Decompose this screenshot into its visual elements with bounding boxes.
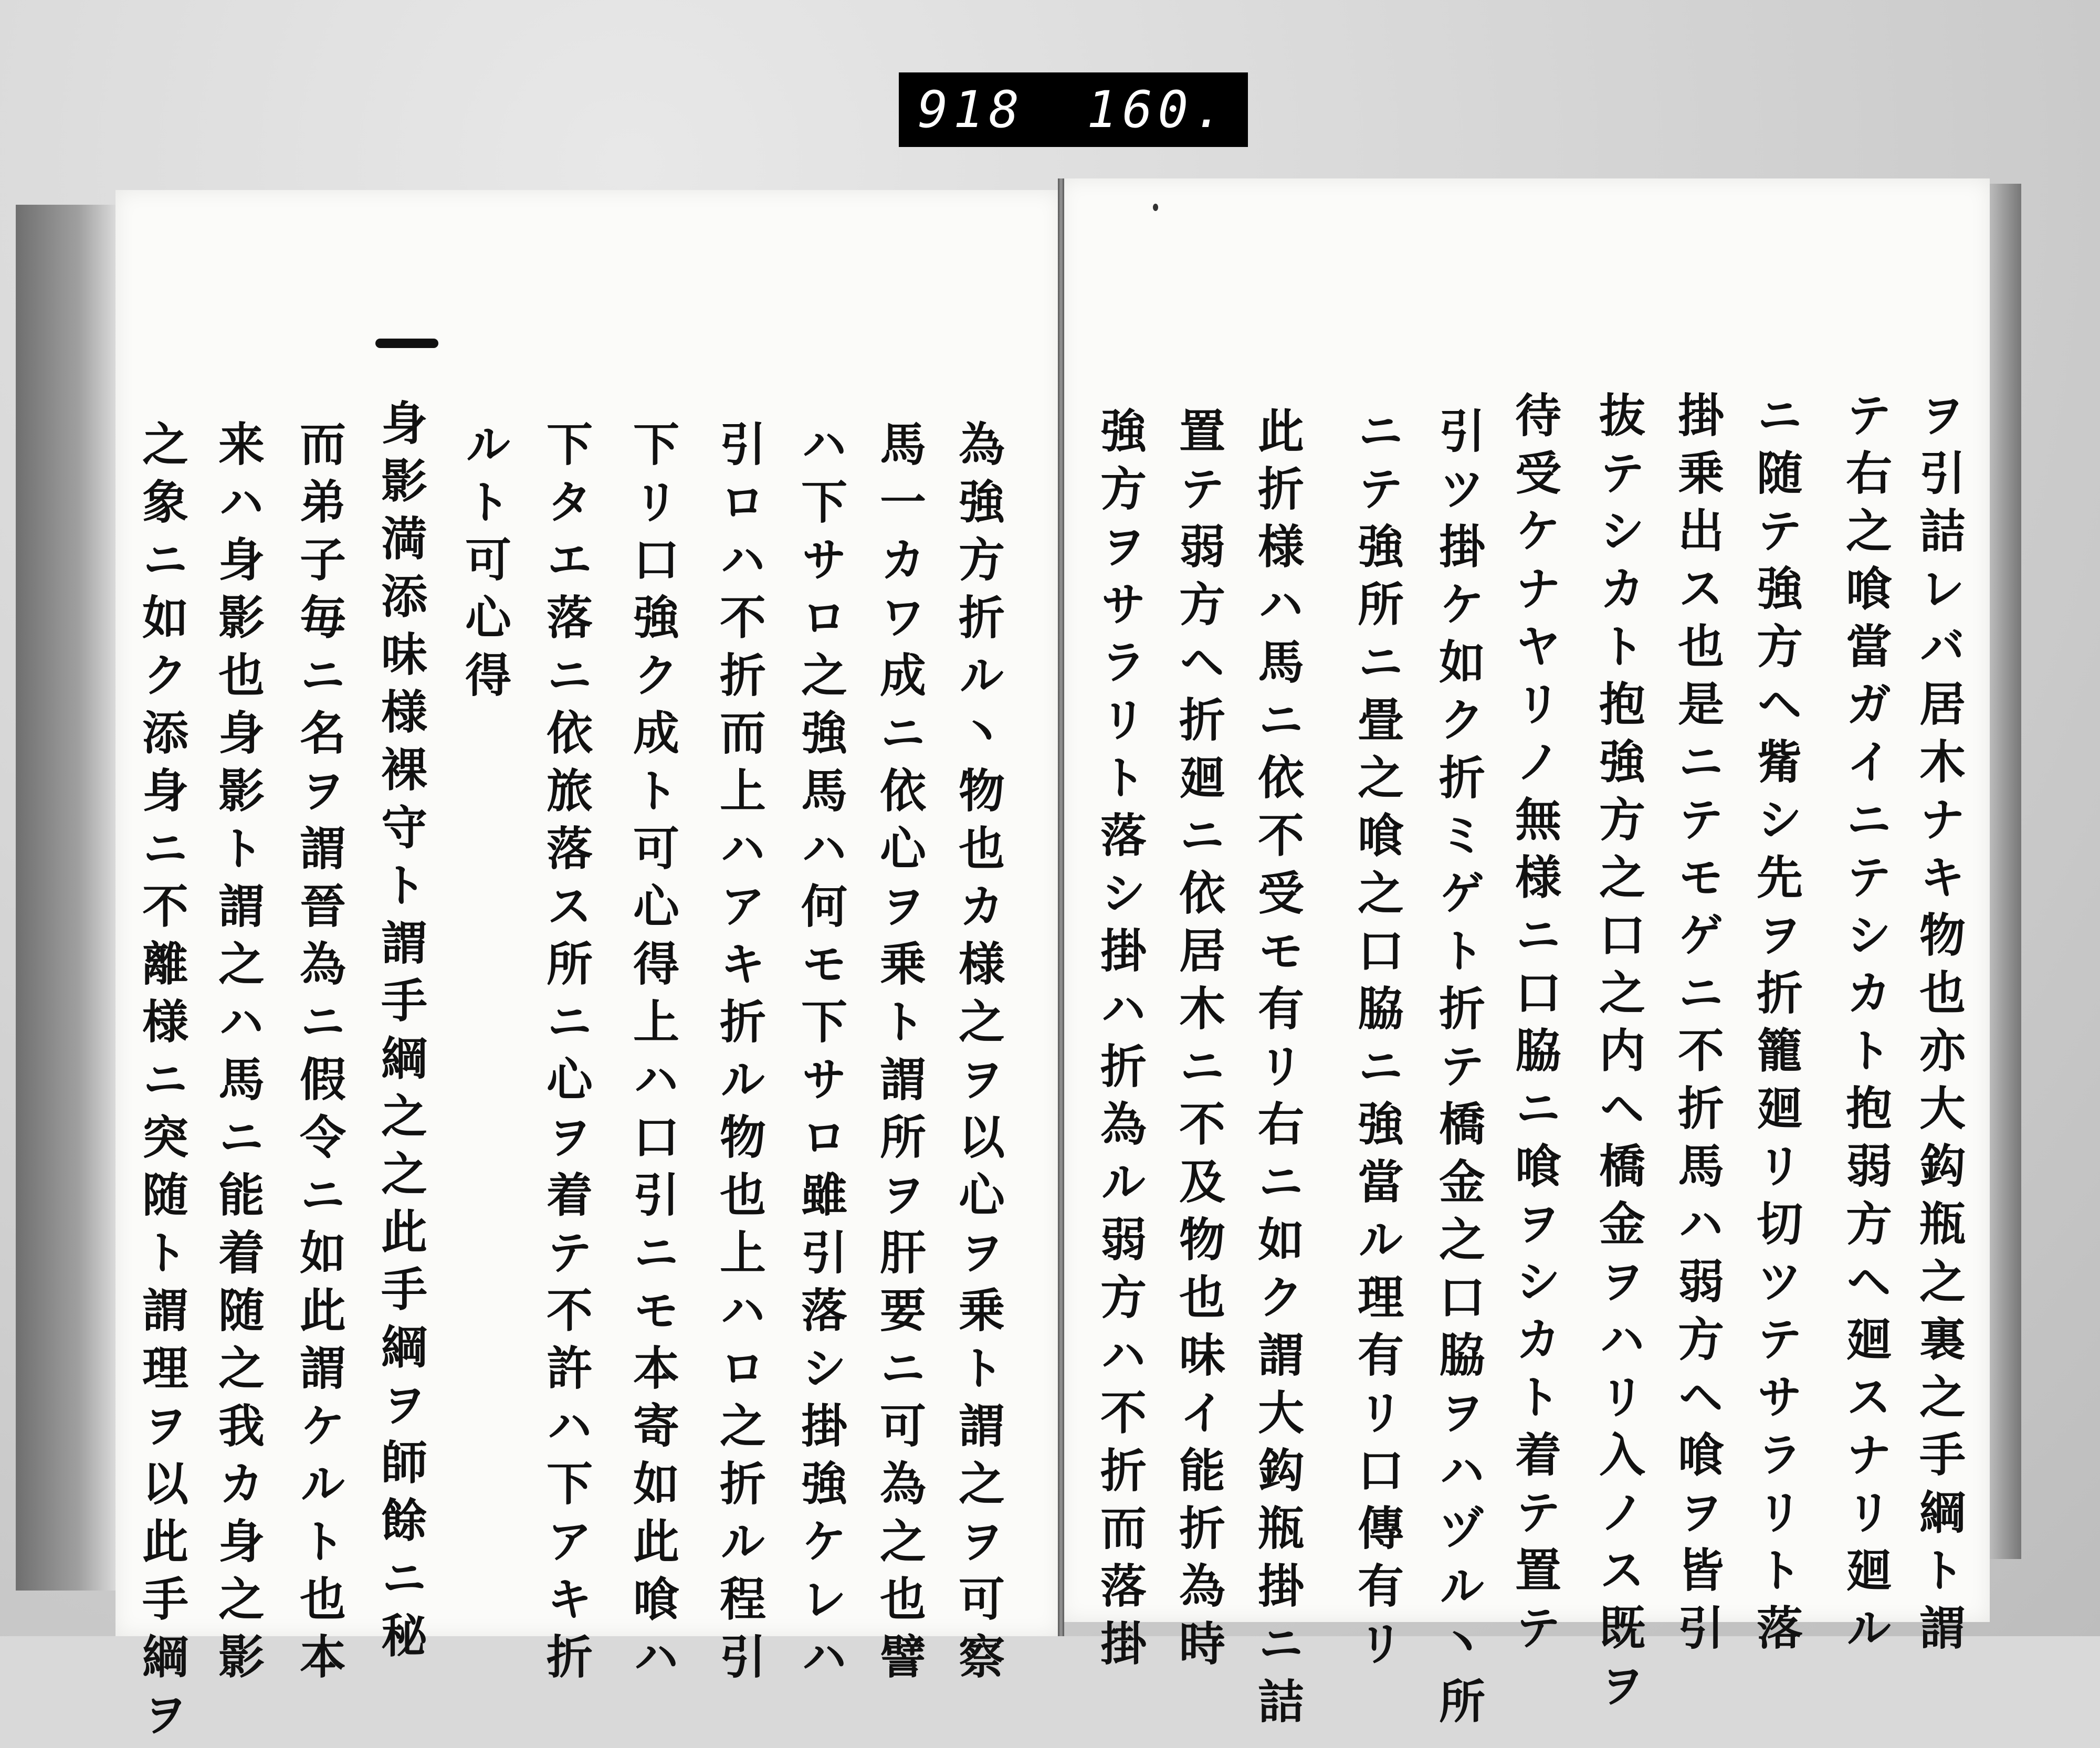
ink-spot: [1153, 204, 1158, 211]
right-page-column-4: 掛乗出ス也是ニテモゲニ不折馬ハ弱方ヘ喰ヲ皆引: [1671, 391, 1725, 1661]
right-page-column-1: ヲ引詰レバ居木ナキ物也亦大鈎瓶之裏之手綱ト謂: [1912, 391, 1967, 1661]
right-page-column-7: 引ツ掛ケ如ク折ミゲト折テ橋金之口脇ヲハヅル丶所: [1432, 407, 1486, 1735]
right-page-column-10: 置テ弱方ヘ折廻ニ依居木ニ不及物也味イ能折為時: [1172, 407, 1226, 1677]
catalog-number-right: 160.: [1086, 80, 1229, 139]
left-page-column-7: ルト可心得: [458, 420, 512, 709]
page-stack-right: [1990, 184, 2021, 1559]
book-gutter: [1058, 178, 1064, 1636]
left-page-column-2: 馬一カワ成ニ依心ヲ乗ト謂所ヲ肝要ニ可為之也譬: [873, 420, 927, 1690]
left-page-column-10: 来ハ身影也身影ト謂之ハ馬ニ能着随之我カ身之影: [211, 420, 266, 1690]
right-page-column-2: テ右之喰當ガイニテシカト抱弱方ヘ廻スナリ廻ル: [1839, 391, 1893, 1661]
catalog-number-left: 918: [918, 80, 1025, 139]
item-marker-dash: [375, 339, 438, 348]
right-page-column-6: 待受ケナヤリノ無様ニ口脇ニ喰ヲシカト着テ置テ: [1508, 391, 1562, 1661]
catalog-label: [899, 72, 1248, 147]
left-page-column-8: 身影満添味様裸守ト謂手綱之之此手綱ヲ師餘ニ秘: [374, 399, 428, 1669]
right-page-column-9: 此折様ハ馬ニ依不受モ有リ右ニ如ク謂大鈎瓶掛ニ詰: [1251, 407, 1305, 1735]
left-page-column-5: 下リ口強ク成ト可心得上ハ口引ニモ本寄如此喰ハ: [626, 420, 680, 1690]
left-page-column-1: 為強方折ル丶物也カ様之ヲ以心ヲ乗ト謂之ヲ可察: [951, 420, 1006, 1690]
left-page-column-11: 之象ニ如ク添身ニ不離様ニ突随ト謂理ヲ以此手綱ヲ: [135, 420, 190, 1748]
right-page-column-11: 強方ヲサラリト落シ掛ハ折為ル弱方ハ不折而落掛: [1093, 407, 1148, 1677]
left-page-column-4: 引ロハ不折而上ハアキ折ル物也上ハロ之折ル程引: [712, 420, 767, 1690]
left-page-column-6: 下タエ落ニ依旅落ス所ニ心ヲ着テ不許ハ下アキ折: [539, 420, 594, 1690]
right-page-column-8: ニテ強所ニ畳之喰之口脇ニ強當ル理有リ口傳有リ: [1350, 407, 1405, 1677]
right-page-column-3: ニ随テ強方ヘ觜シ先ヲ折籠廻リ切ツテサラリト落: [1749, 391, 1804, 1661]
page-stack-left: [16, 205, 121, 1591]
left-page-column-3: ハ下サロ之強馬ハ何モ下サロ雖引落シ掛強ケレハ: [794, 420, 848, 1690]
right-page-column-5: 抜テシカト抱強方之口之内ヘ橋金ヲハリ入ノス既ヲ: [1592, 391, 1646, 1719]
left-page-column-9: 而弟子毎ニ名ヲ謂晉為ニ假令ニ如此謂ケルト也本: [292, 420, 347, 1690]
